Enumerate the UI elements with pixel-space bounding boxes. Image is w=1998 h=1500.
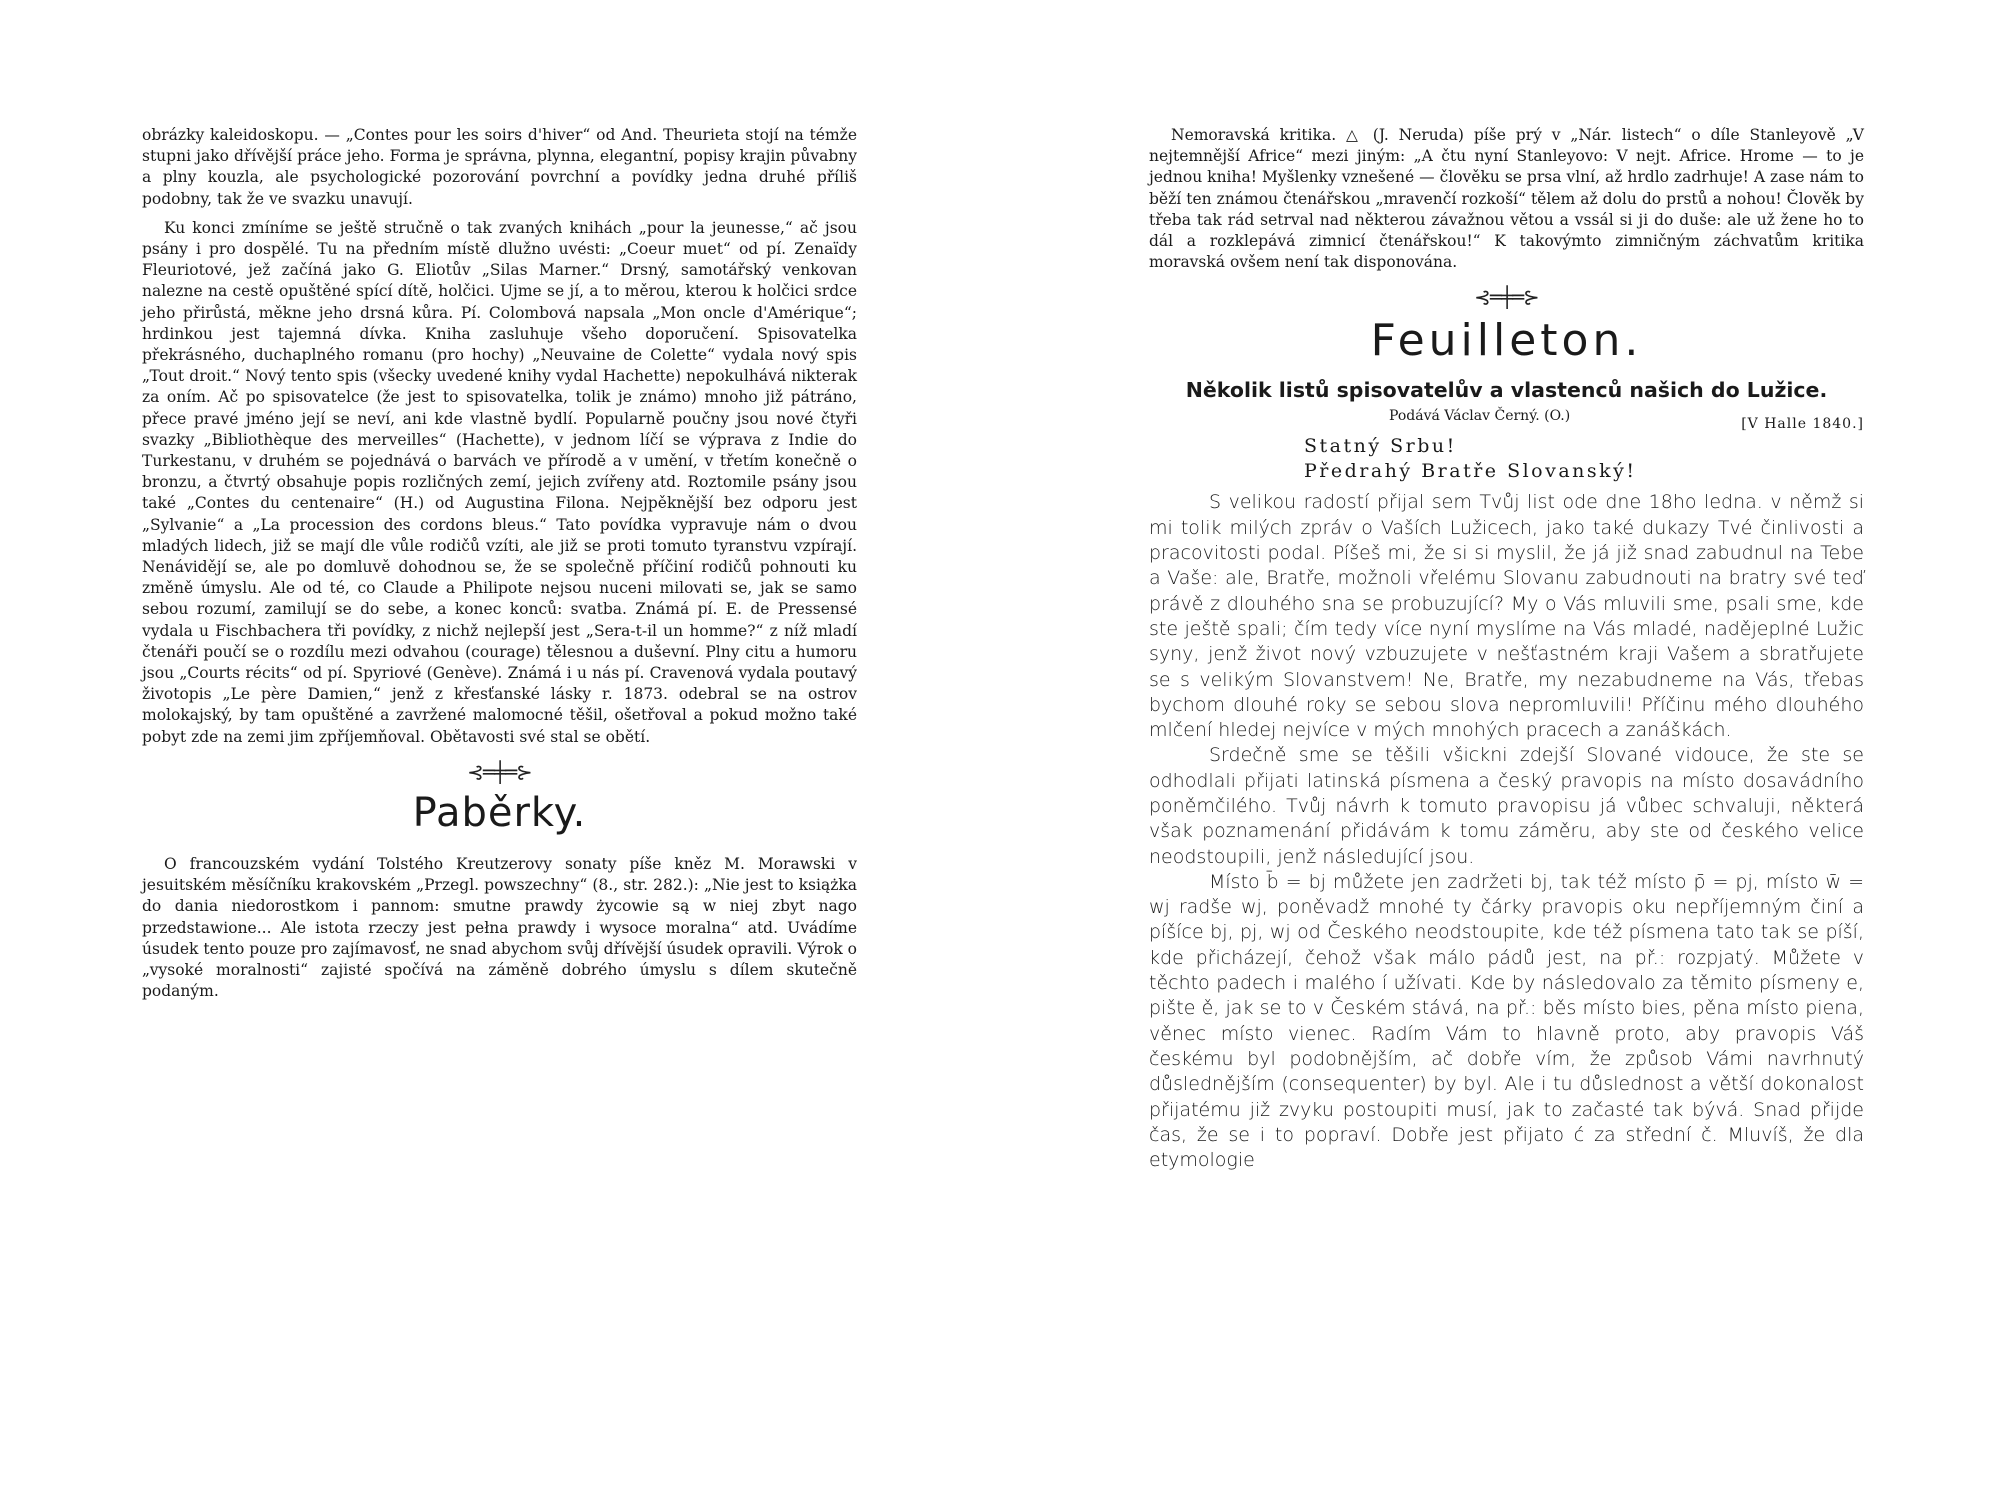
article-subtitle: Několik listů spisovatelův a vlastenců našich do Lužice. — [1185, 378, 1828, 403]
letter-greeting-line-2: Předrahý Bratře Slovanský! — [1304, 460, 1637, 483]
section-title-paberky: Paběrky. — [412, 789, 587, 836]
letter-paragraph-2: Srdečně sme se těšili všickni zdejší Slované vidouce, že ste se odhodlali přijati latinská písmena a český pravopis na místo dosavádního poněmčilého. Tvůj návrh k tomuto pravopisu já vůbec schvaluji, některá však poznamenání přidávám k tomu záměru, aby ste od českého velice neodstoupili, jenž následující jsou. — [1149, 744, 1864, 868]
letter-greeting-line-1: Statný Srbu! — [1304, 435, 1457, 458]
ornament-divider: ⊰═╪═⊱ — [467, 759, 532, 784]
left-paragraph-1: obrázky kaleidoskopu. — „Contes pour les soirs d'hiver“ od And. Theurieta stojí na témže stupni jako dřívější práce jeho. Forma je správna, plynna, elegantní, popisy krajin půvabny a plny kouzla, ale psychologické pozorování povrchní a povídky jedna druhé příliš podobny, tak že ve svazku unavují. — [142, 126, 857, 208]
letter-paragraph-3: Místo b̄ = bj můžete jen zadržeti bj, tak též místo p̄ = pj, místo w̄ = wj radše wj, poněvadž mnohé ty čárky pravopis oku nepříjemným činí a píšíce bj, pj, wj od Českého neodstoupite, kde též písmena tato tak se píší, kde přicházejí, čehož však málo pádů jest, na př.: rozpjatý. Můžete v těchto padech i malého í užívati. Kde by následovalo za těmito písmeny e, pište ě, jak se to v Českém stává, na př.: běs místo bies, pěna místo piena, věnec místo vienec. Radím Vám to hlavně proto, aby pravopis Váš českému byl podobnějším, ač dobře vím, že způsob Vámi navrhnutý důslednějším (consequenter) by byl. Ale i tu důslednost a větší dokonalost přijatému již zvyku postoupiti musí, jak to začasté tak bývá. Snad přijde čas, že se i to popraví. Dobře jest přijato ć za střední č. Mluvíš, že dla etymologie — [1149, 870, 1864, 1172]
right-column — [1149, 125, 1864, 1173]
section-title-feuilleton: Feuilleton. — [1370, 315, 1643, 367]
byline-row — [1149, 408, 1864, 434]
left-paragraph-2: Ku konci zmíníme se ještě stručně o tak zvaných knihách „pour la jeunesse,“ ač jsou psány i pro dospělé. Tu na předním místě dlužno uvésti: „Coeur muet“ od pí. Zenaïdy Fleuriotové, jež začíná jako G. Eliotův „Silas Marner.“ Drsný, samotářský venkovan nalezne na cestě opuštěné spící dítě, holčici. Ujme se jí, a to měrou, kterou k holčici srdce jeho přirůstá, měkne jeho drsná kůra. Pí. Colombová napsala „Mon oncle d'Amérique“; hrdinkou jest tajemná dívka. Kniha zasluhuje všeho doporučení. Spisovatelka překrásného, duchaplného romanu (pro hochy) „Neuvaine de Colette“ vydala nový spis „Tout droit.“ Nový tento spis (všecky uvedené knihy vydal Hachette) nepokulhává nikterak za oním. Ač po spisovatelce (že jest to spisovatelka, tolik je známo) mnoho již pátráno, přece pravé jméno její se neví, ani kde vlastně bydlí. Popularně poučny jsou nové čtyři svazky „Bibliothèque des merveilles“ (Hachette), v jednom líčí se výprava z Indie do Turkestanu, v druhém se pojednává o barvách ve přírodě a v umění, v třetím konečně o bronzu, a čtvrtý obsahuje popis rozličných zemí, jejich zvířeny atd. Roztomile psány jsou také „Contes du centenaire“ (H.) od Augustina Filona. Nejpěknější bez odporu jest „Sylvanie“ a „La procession des cordons bleus.“ Tato povídka vypravuje nám o dvou mladých lidech, již se mají dle vůle rodičů vzíti, ale již se proti tomuto tyranstvu vzpírají. Nenávidějí se, ale po domluvě dohodnou se, že se společně příčiní rodičů pohnouti ku změně úmyslu. Ale od té, co Claude a Philipote nejsou nuceni milovati se, jak se samo sebou rozumí, zamilují se do sebe, a konec konců: svatba. Známá pí. E. de Pressensé vydala u Fischbachera tři povídky, z nichž nejlepší jest „Sera-t-il un homme?“ z níž mladí čtenáři poučí se o rozdílu mezi odvahou (courage) tělesnou a duševní. Plny citu a humoru jsou „Courts récits“ od pí. Spyriové (Genève). Známá i u nás pí. Cravenová vydala poutavý životopis „Le père Damien,“ jenž z křesťanské lásky r. 1873. odebral se na ostrov molokajský, by tam opuštěné a zavržené malomocné těšil, ošetřoval a pokud možno také pobyt zde na zemi jim zpříjemňoval. Obětavosti své stal se obětí. — [142, 218, 857, 746]
letter-location-date: [V Halle 1840.] — [1741, 416, 1864, 433]
letter-paragraph-1: S velikou radostí přijal sem Tvůj list ode dne 18ho ledna. v němž si mi tolik milých zpráv o Vaších Lužicech, jako také dukazy Tvé činlivosti a pracovitosti podal. Píšeš mi, že si si myslil, že já již snad zabudnul na Tebe a Vaše: ale, Bratře, možnoli vřelému Slovanu zabudnouti na bratry své teď právě z dlouhého sna se probuzující? My o Vás mluvili sme, psali sme, kde ste ještě spali; čím tedy více nyní myslíme na Vás mladé, nadějeplné Lužic syny, jenž život nový vzbuzujete v nešťastném kraji Vašem a sbratřujete se s velikým Slovanstvem! Ne, Bratře, my nezabudneme na Vás, třebas bychom dlouhé roky se sebou slova nepromluvili! Příčinu mého dlouhého mlčení hledej nejvíce v mých mnohých pracech a zanáškách. — [1149, 491, 1864, 742]
byline: Podává Václav Černý. (O.) — [1389, 408, 1571, 425]
left-column — [142, 125, 857, 1010]
left-paragraph-3: O francouzském vydání Tolstého Kreutzerovy sonaty píše kněz M. Morawski v jesuitském měsíčníku krakovském „Przegl. powszechny“ (8., str. 282.): „Nie jest to książka do dania niedorostkom i pannom: smutne prawdy życowie są w niej zbyt nago przedstawione... Ale istota rzeczy jest pełna prawdy i wysoce moralna“ atd. Uvádíme úsudek tento pouze pro zajímavosť, ne snad abychom svůj dřívější úsudek opravili. Výrok o „vysoké moralnosti“ zajisté spočívá na záměně dobrého úmyslu s dílem skutečně podaným. — [142, 854, 857, 1001]
right-paragraph-1: Nemoravská kritika. △ (J. Neruda) píše prý v „Nár. listech“ o díle Stanleyově „V nejtemnější Africe“ mezi jiným: „A čtu nyní Stanleyovo: V nejt. Africe. Hrome — to je jednou kniha! Myšlenky vznešené — člověku se prsa vlní, až hrdlo zadrhuje! A zase nám to běží ten známou čtenářskou „mravenčí rozkoší“ tělem až dolu do prstů a nohou! Člověk by třeba tak rád setrval nad některou závažnou větou a vssál si ji do duše: ale už žene ho to dál a rozklepává zimnicí čtenářskou!“ K takovýmto zimničným záchvatům kritika moravská ovšem není tak disponována. — [1149, 126, 1864, 272]
right-page — [999, 0, 1998, 1500]
letter-body — [1149, 490, 1864, 1173]
ornament-divider: ⊰═╪═⊱ — [1474, 285, 1539, 310]
